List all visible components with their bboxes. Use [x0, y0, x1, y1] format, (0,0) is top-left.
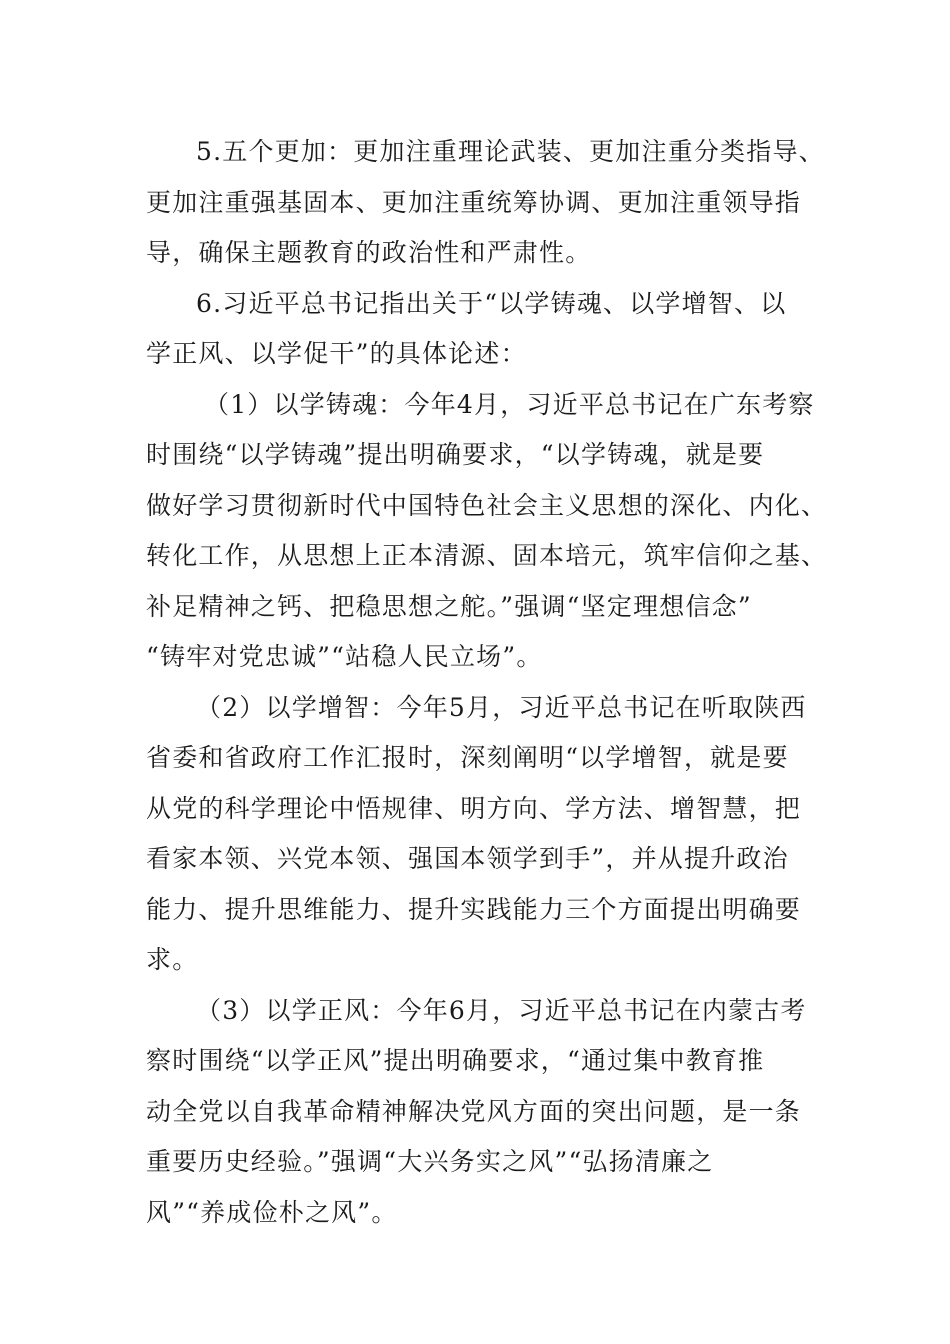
paragraph-line: 转化工作，从思想上正本清源、固本培元，筑牢信仰之基、	[146, 541, 828, 570]
paragraph-line: 察时围绕“以学正风”提出明确要求，“通过集中教育推	[146, 1046, 765, 1075]
paragraph-line: 导，确保主题教育的政治性和严肃性。	[146, 238, 592, 267]
paragraph-line: 求。	[146, 945, 199, 974]
paragraph-line: 时围绕“以学铸魂”提出明确要求，“以学铸魂，就是要	[146, 440, 765, 469]
paragraph-line: 做好学习贯彻新时代中国特色社会主义思想的深化、内化、	[146, 490, 828, 520]
paragraph-line: 更加注重强基固本、更加注重统筹协调、更加注重领导指	[146, 187, 802, 217]
paragraph-line: 从党的科学理论中悟规律、明方向、学方法、增智慧，把	[146, 793, 802, 823]
paragraph-line: 6.习近平总书记指出关于“以学铸魂、以学增智、以	[196, 288, 787, 318]
paragraph-line: 看家本领、兴党本领、强国本领学到手”，并从提升政治	[146, 844, 789, 873]
paragraph-line: 5.五个更加：更加注重理论武装、更加注重分类指导、	[196, 137, 825, 166]
paragraph-line: 风”“养成俭朴之风”。	[146, 1197, 398, 1227]
paragraph-line: 重要历史经验。”强调“大兴务实之风”“弘扬清廉之	[146, 1147, 714, 1176]
paragraph-line: 补足精神之钙、把稳思想之舵。”强调“坚定理想信念”	[146, 591, 752, 621]
document-body	[146, 127, 828, 1238]
paragraph-line: “铸牢对党忠诚”“站稳人民立场”。	[146, 642, 543, 671]
paragraph-line: 省委和省政府工作汇报时，深刻阐明“以学增智，就是要	[146, 743, 789, 772]
paragraph-line: （2）以学增智：今年5月，习近平总书记在听取陕西	[196, 692, 807, 722]
paragraph-line: （3）以学正风：今年6月，习近平总书记在内蒙古考	[196, 995, 807, 1025]
paragraph-line: 能力、提升思维能力、提升实践能力三个方面提出明确要	[146, 894, 802, 924]
paragraph-line: （1）以学铸魂：今年4月，习近平总书记在广东考察	[204, 389, 815, 419]
paragraph-line: 动全党以自我革命精神解决党风方面的突出问题，是一条	[146, 1096, 802, 1126]
paragraph-line: 学正风、以学促干”的具体论述：	[146, 339, 527, 368]
